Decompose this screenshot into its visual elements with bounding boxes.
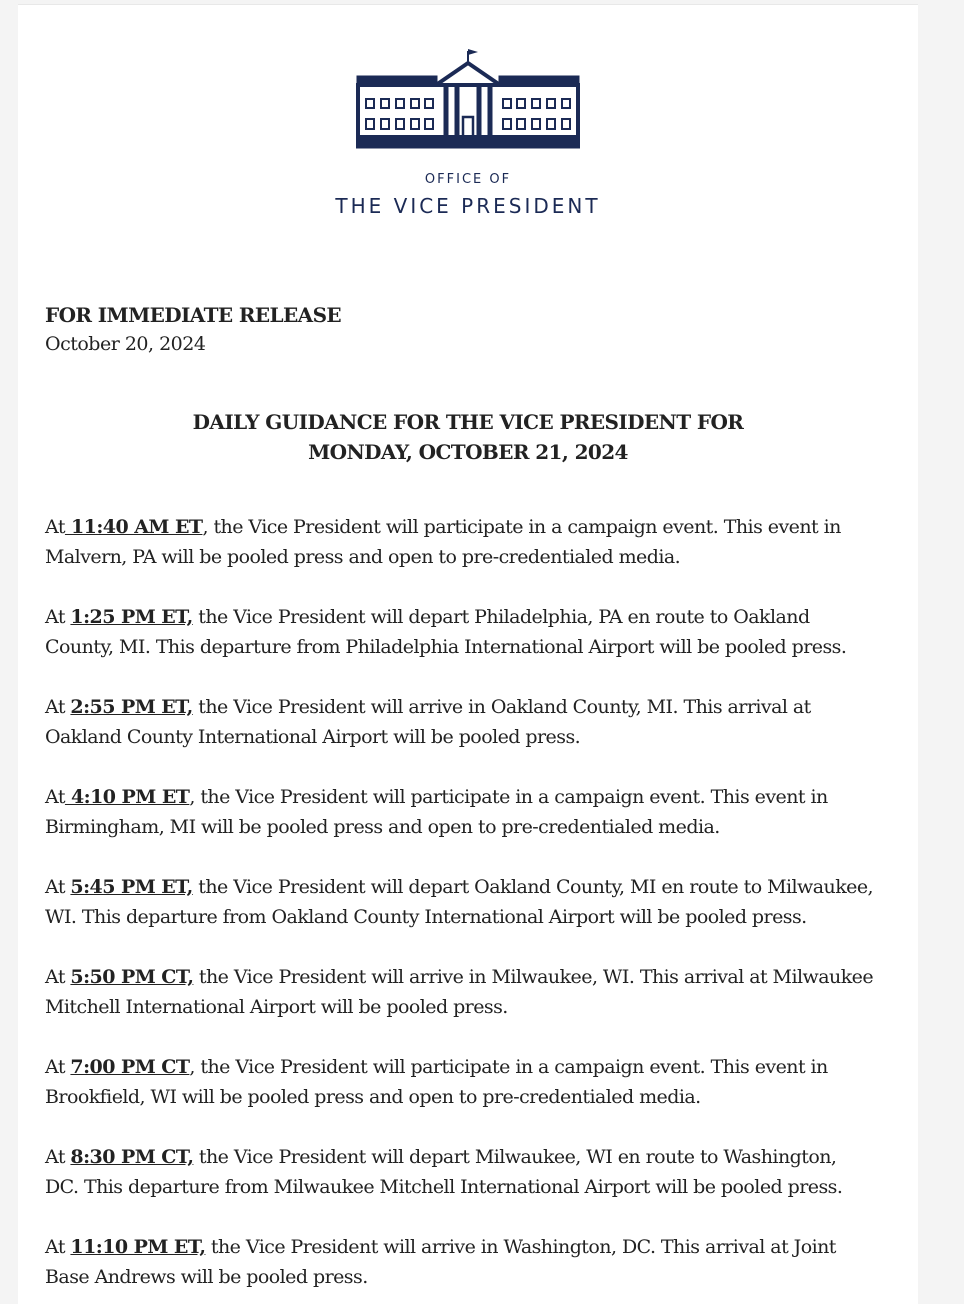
schedule-item: [45, 1232, 905, 1292]
schedule-item-time: 2:55 PM ET,: [70, 696, 193, 718]
schedule-item-text: the Vice President will depart Milwaukee, WI en route to Washington,: [193, 1146, 837, 1168]
schedule-item-time: 1:25 PM ET,: [70, 606, 193, 628]
release-date: October 20, 2024: [45, 333, 206, 355]
schedule-item-prefix: At: [45, 1146, 71, 1168]
schedule-item-line-2: Mitchell International Airport will be pooled press.: [45, 996, 508, 1018]
schedule-item: [45, 1052, 905, 1112]
schedule-item-time: 7:00 PM CT: [70, 1056, 190, 1078]
headline-line-2: MONDAY, OCTOBER 21, 2024: [308, 440, 628, 464]
schedule-item: [45, 602, 905, 662]
headline: [18, 407, 918, 467]
schedule-item: [45, 962, 905, 1022]
schedule-item-line-1: [45, 1142, 905, 1172]
office-of-label: OFFICE OF: [424, 172, 512, 187]
schedule-item-line-2: Malvern, PA will be pooled press and open to pre-credentialed media.: [45, 546, 681, 568]
schedule-item-line-1: [45, 602, 905, 632]
schedule-item-line-1: [45, 872, 905, 902]
schedule-item-text: , the Vice President will participate in a campaign event. This event in: [189, 786, 828, 808]
schedule-item-prefix: At: [45, 786, 65, 808]
schedule-item-line-1: [45, 1052, 905, 1082]
schedule-item-prefix: At: [45, 1236, 71, 1258]
schedule-item-line-2: WI. This departure from Oakland County International Airport will be pooled press.: [45, 906, 807, 928]
schedule-item-text: the Vice President will arrive in Oakland County, MI. This arrival at: [192, 696, 811, 718]
schedule-item-line-2: Birmingham, MI will be pooled press and open to pre-credentialed media.: [45, 816, 720, 838]
schedule-item-line-2: Brookfield, WI will be pooled press and open to pre-credentialed media.: [45, 1086, 701, 1108]
schedule-item-text: the Vice President will depart Philadelphia, PA en route to Oakland: [192, 606, 810, 628]
office-name-label: THE VICE PRESIDENT: [335, 194, 601, 218]
headline-line-1: DAILY GUIDANCE FOR THE VICE PRESIDENT FOR: [192, 410, 744, 434]
schedule-item-line-1: [45, 512, 905, 542]
schedule-item-line-1: [45, 692, 905, 722]
schedule-item-prefix: At: [45, 966, 71, 988]
schedule-item-text: the Vice President will arrive in Washington, DC. This arrival at Joint: [205, 1236, 836, 1258]
schedule-item: [45, 512, 905, 572]
schedule-item-text: , the Vice President will participate in a campaign event. This event in: [202, 516, 841, 538]
schedule-item-line-1: [45, 1232, 905, 1262]
schedule-item-prefix: At: [45, 1056, 71, 1078]
schedule-item-line-1: [45, 962, 905, 992]
schedule-list: [45, 512, 905, 1304]
schedule-item: [45, 782, 905, 842]
schedule-item-time: 5:45 PM ET,: [70, 876, 193, 898]
schedule-item-line-2: County, MI. This departure from Philadelphia International Airport will be pooled press.: [45, 636, 847, 658]
schedule-item-prefix: At: [45, 516, 65, 538]
white-house-icon: [356, 45, 580, 155]
schedule-item-time: 4:10 PM ET: [64, 786, 190, 808]
press-release-document: [18, 4, 918, 1304]
schedule-item-prefix: At: [45, 876, 71, 898]
schedule-item-line-2: DC. This departure from Milwaukee Mitchell International Airport will be pooled press.: [45, 1176, 843, 1198]
schedule-item-text: the Vice President will arrive in Milwaukee, WI. This arrival at Milwaukee: [193, 966, 874, 988]
schedule-item: [45, 692, 905, 752]
schedule-item-line-2: Base Andrews will be pooled press.: [45, 1266, 368, 1288]
schedule-item-time: 5:50 PM CT,: [70, 966, 194, 988]
schedule-item-line-1: [45, 782, 905, 812]
release-label: FOR IMMEDIATE RELEASE: [45, 303, 342, 327]
schedule-item-time: 8:30 PM CT,: [70, 1146, 194, 1168]
schedule-item-time: 11:40 AM ET: [64, 516, 203, 538]
schedule-item-time: 11:10 PM ET,: [70, 1236, 206, 1258]
schedule-item: [45, 1142, 905, 1202]
schedule-item-text: , the Vice President will participate in a campaign event. This event in: [189, 1056, 828, 1078]
schedule-item-text: the Vice President will depart Oakland County, MI en route to Milwaukee,: [192, 876, 874, 898]
schedule-item: [45, 872, 905, 932]
schedule-item-line-2: Oakland County International Airport will be pooled press.: [45, 726, 581, 748]
schedule-item-prefix: At: [45, 606, 71, 628]
schedule-item-prefix: At: [45, 696, 71, 718]
